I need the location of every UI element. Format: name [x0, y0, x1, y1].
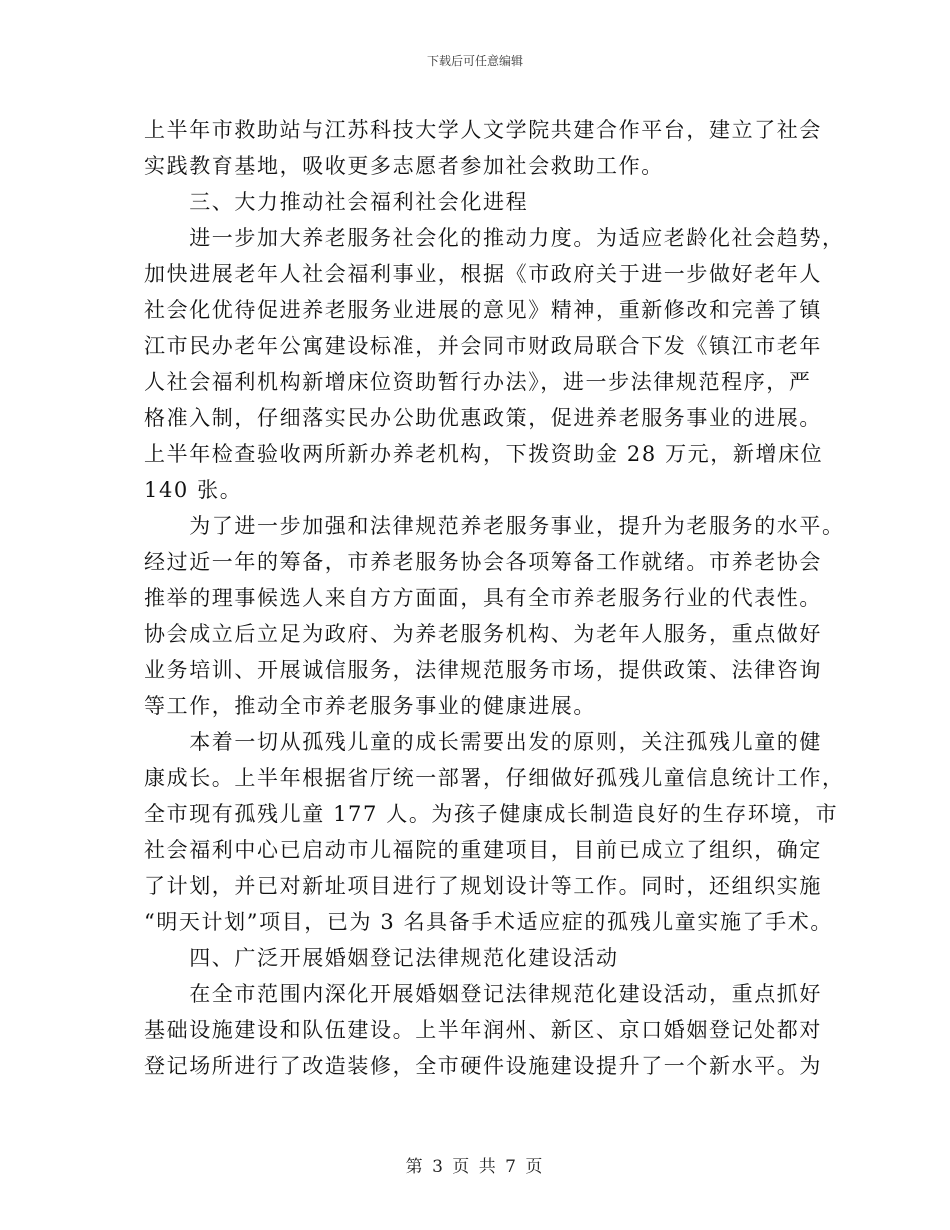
- section-heading-4: 四、广泛开展婚姻登记法律规范化建设活动: [144, 946, 619, 970]
- text-line-6: 社会化优待促进养老服务业进展的意见》精神，重新修改和完善了镇: [144, 298, 822, 322]
- page-indicator: 第 3 页 共 7 页: [405, 1157, 545, 1177]
- text-line-25: 在全市范围内深化开展婚姻登记法律规范化建设活动，重点抓好: [144, 982, 822, 1006]
- text-line-9: 格准入制，仔细落实民办公助优惠政策，促进养老服务事业的进展。: [144, 406, 822, 430]
- text-line-22: 了计划，并已对新址项目进行了规划设计等工作。同时，还组织实施: [144, 874, 822, 898]
- text-line-12: 为了进一步加强和法律规范养老服务事业，提升为老服务的水平。: [144, 514, 845, 538]
- text-line-21: 社会福利中心已启动市儿福院的重建项目，目前已成立了组织，确定: [144, 838, 822, 862]
- text-line-8: 人社会福利机构新增床位资助暂行办法》，进一步法律规范程序，严: [144, 370, 812, 394]
- text-line-13: 经过近一年的筹备，市养老服务协会各项筹备工作就绪。市养老协会: [144, 550, 822, 574]
- text-line-4: 进一步加大养老服务社会化的推动力度。为适应老龄化社会趋势，: [144, 226, 845, 250]
- text-line-26: 基础设施建设和队伍建设。上半年润州、新区、京口婚姻登记处都对: [144, 1018, 822, 1042]
- text-line-2: 实践教育基地，吸收更多志愿者参加社会救助工作。: [144, 154, 664, 178]
- text-line-14: 推举的理事候选人来自方方面面，具有全市养老服务行业的代表性。: [144, 586, 822, 610]
- text-line-27: 登记场所进行了改造装修，全市硬件设施建设提升了一个新水平。为: [144, 1054, 822, 1078]
- document-body: [144, 112, 845, 1084]
- text-line-18: 本着一切从孤残儿童的成长需要出发的原则，关注孤残儿童的健: [144, 730, 822, 754]
- text-line-10: 上半年检查验收两所新办养老机构，下拨资助金 28 万元，新增床位: [144, 442, 824, 466]
- section-heading-3: 三、大力推动社会福利社会化进程: [144, 190, 529, 214]
- text-line-7: 江市民办老年公寓建设标准，并会同市财政局联合下发《镇江市老年: [144, 334, 822, 358]
- text-line-11: 140 张。: [144, 478, 243, 502]
- text-line-5: 加快进展老年人社会福利事业，根据《市政府关于进一步做好老年人: [144, 262, 822, 286]
- text-line-20: 全市现有孤残儿童 177 人。为孩子健康成长制造良好的生存环境，市: [144, 802, 839, 826]
- text-line-15: 协会成立后立足为政府、为养老服务机构、为老年人服务，重点做好: [144, 622, 822, 646]
- text-line-1: 上半年市救助站与江苏科技大学人文学院共建合作平台，建立了社会: [144, 118, 822, 142]
- text-line-23: “明天计划”项目，已为 3 名具备手术适应症的孤残儿童实施了手术。: [144, 910, 833, 934]
- text-line-16: 业务培训、开展诚信服务，法律规范服务市场，提供政策、法律咨询: [144, 658, 822, 682]
- header-note: 下载后可任意编辑: [426, 54, 523, 68]
- text-line-17: 等工作，推动全市养老服务事业的健康进展。: [144, 694, 596, 718]
- text-line-19: 康成长。上半年根据省厅统一部署，仔细做好孤残儿童信息统计工作，: [144, 766, 845, 790]
